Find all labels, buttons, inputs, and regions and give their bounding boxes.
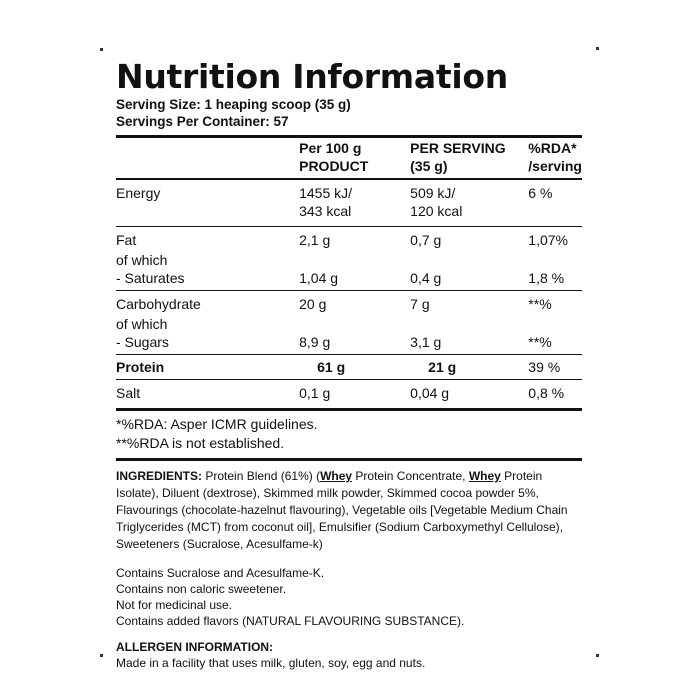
table-row-protein bbox=[116, 355, 582, 380]
table-header-row bbox=[116, 138, 582, 179]
fat-rda: 1,07% bbox=[528, 227, 582, 252]
carb-of-which-label: of which bbox=[116, 316, 168, 332]
contains-block bbox=[116, 565, 582, 629]
table-row-carb-of-which bbox=[116, 315, 582, 333]
protein-label: Protein bbox=[116, 355, 299, 380]
contains-line-2: Contains non caloric sweetener. bbox=[116, 582, 287, 596]
table-row-saturates bbox=[116, 269, 582, 291]
fat-of-which-label: of which bbox=[116, 252, 168, 268]
crop-mark-bottom-left bbox=[100, 654, 103, 657]
saturates-serving: 0,4 g bbox=[410, 270, 442, 286]
fat-label: Fat bbox=[116, 227, 299, 252]
header-rda bbox=[528, 138, 582, 179]
sugars-per100: 8,9 g bbox=[299, 334, 331, 350]
servings-per-container: Servings Per Container: 57 bbox=[116, 114, 289, 129]
header-per-100g bbox=[299, 138, 410, 179]
crop-mark-top-left bbox=[100, 48, 103, 51]
sugars-label: - Sugars bbox=[116, 334, 169, 350]
table-row-energy bbox=[116, 179, 582, 227]
energy-per100-kj: 1455 kJ/ bbox=[299, 185, 353, 201]
energy-serving bbox=[410, 179, 528, 227]
footnotes bbox=[116, 411, 582, 458]
energy-per100 bbox=[299, 179, 410, 227]
ingredients-part1: Protein Blend (61%) ( bbox=[202, 469, 321, 483]
ingredients-text bbox=[116, 461, 582, 553]
protein-serving: 21 g bbox=[410, 355, 528, 380]
contains-line-3: Not for medicinal use. bbox=[116, 598, 233, 612]
header-rda-line1: %RDA* bbox=[528, 140, 577, 156]
carbohydrate-per100: 20 g bbox=[299, 291, 410, 316]
energy-serving-kcal: 120 kcal bbox=[410, 203, 463, 219]
header-per-100g-line2: PRODUCT bbox=[299, 158, 369, 174]
energy-per100-kcal: 343 kcal bbox=[299, 203, 352, 219]
energy-rda: 6 % bbox=[528, 179, 582, 227]
fat-serving: 0,7 g bbox=[410, 227, 528, 252]
header-rda-line2: /serving bbox=[528, 158, 582, 174]
salt-label: Salt bbox=[116, 380, 299, 409]
nutrition-table bbox=[116, 138, 582, 408]
sugars-rda: **% bbox=[528, 334, 552, 350]
ingredients-part2: Protein Concentrate, bbox=[352, 469, 469, 483]
footnote-rda-not-established: **%RDA is not established. bbox=[116, 435, 285, 451]
saturates-per100: 1,04 g bbox=[299, 270, 339, 286]
carbohydrate-rda: **% bbox=[528, 291, 582, 316]
allergen-text: Made in a facility that uses milk, gluten, soy, egg and nuts. bbox=[116, 656, 426, 670]
nutrition-label bbox=[116, 58, 582, 671]
table-row-sugars bbox=[116, 333, 582, 355]
table-row-carbohydrate bbox=[116, 291, 582, 316]
sugars-serving: 3,1 g bbox=[410, 334, 442, 350]
table-row-fat-of-which bbox=[116, 251, 582, 269]
table-row-salt bbox=[116, 380, 582, 409]
saturates-label: - Saturates bbox=[116, 270, 185, 286]
salt-serving: 0,04 g bbox=[410, 380, 528, 409]
salt-rda: 0,8 % bbox=[528, 380, 582, 409]
serving-size: Serving Size: 1 heaping scoop (35 g) bbox=[116, 97, 351, 112]
ingredients-part3: Protein Isolate), Diluent (dextrose), Skimmed milk powder, Skimmed cocoa powder 5%, Flavourings (chocolate-hazelnut flavouring), Vegetable oils [Vegetable Medium Chain Triglycerides (MCT) from coconut oil], Emulsifier (Sodium Carboxymethyl Cellulose), Sweeteners (Sucralose, Acesulfame-k) bbox=[116, 469, 568, 551]
crop-mark-bottom-right bbox=[596, 654, 599, 657]
header-per-100g-line1: Per 100 g bbox=[299, 140, 362, 156]
allergen-heading: ALLERGEN INFORMATION: bbox=[116, 640, 274, 654]
footnote-rda-icmr: *%RDA: Asper ICMR guidelines. bbox=[116, 416, 318, 432]
header-per-serving-line2: (35 g) bbox=[410, 158, 448, 174]
allergen-block bbox=[116, 639, 582, 671]
contains-line-1: Contains Sucralose and Acesulfame-K. bbox=[116, 566, 325, 580]
saturates-rda: 1,8 % bbox=[528, 270, 565, 286]
carbohydrate-label: Carbohydrate bbox=[116, 291, 299, 316]
protein-per100: 61 g bbox=[299, 355, 410, 380]
crop-mark-top-right bbox=[596, 47, 599, 50]
energy-serving-kj: 509 kJ/ bbox=[410, 185, 456, 201]
ingredients-whey-1: Whey bbox=[320, 469, 353, 483]
fat-per100: 2,1 g bbox=[299, 227, 410, 252]
carbohydrate-serving: 7 g bbox=[410, 291, 528, 316]
ingredients-heading: INGREDIENTS: bbox=[116, 469, 203, 483]
energy-label: Energy bbox=[116, 179, 299, 227]
contains-line-4: Contains added flavors (NATURAL FLAVOURING SUBSTANCE). bbox=[116, 614, 465, 628]
ingredients-whey-2: Whey bbox=[468, 469, 501, 483]
protein-rda: 39 % bbox=[528, 355, 582, 380]
table-row-fat bbox=[116, 227, 582, 252]
header-nutrient bbox=[116, 138, 299, 179]
label-title: Nutrition Information bbox=[116, 57, 508, 96]
header-per-serving-line1: PER SERVING bbox=[410, 140, 506, 156]
header-per-serving bbox=[410, 138, 528, 179]
salt-per100: 0,1 g bbox=[299, 380, 410, 409]
